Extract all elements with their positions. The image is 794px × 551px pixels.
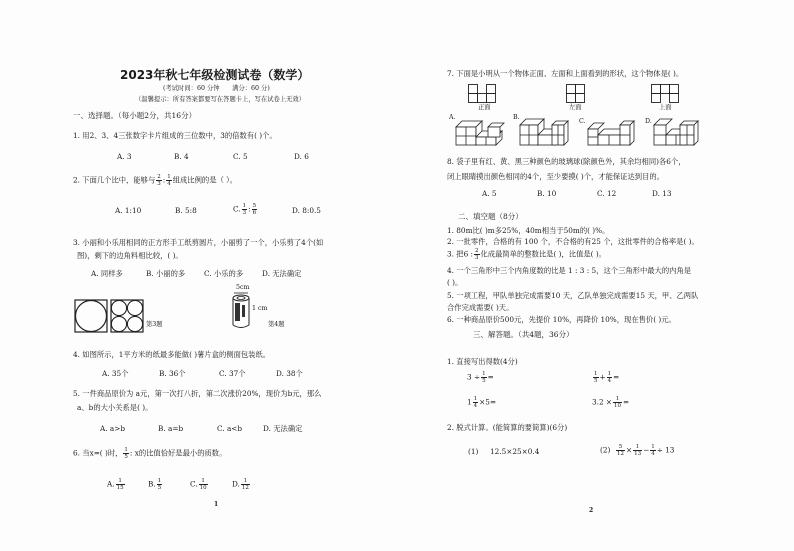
- q3-line2: 图)，剩下的边角料相比较，( )。: [77, 251, 183, 260]
- q5-option-d: D. 无法确定: [263, 424, 303, 433]
- fig4-side-label: 1 cm: [252, 305, 268, 312]
- q5-line1: 5. 一件商品原价为 a元，第一次打八折，第二次涨价20%，现价为b元，那么: [73, 389, 322, 398]
- q4-option-b: B. 36个: [159, 369, 186, 378]
- q1-option-d: D. 6: [294, 152, 309, 161]
- q5-option-a: A. a>b: [100, 424, 126, 433]
- q8-option-d: D. 13: [652, 189, 672, 198]
- fraction: $\frac{1}{4}$: [167, 174, 171, 187]
- fill-1: 1. 80m比( )m多25%，40m相当于50m的( )%。: [447, 226, 610, 235]
- q7-option-d-solid: [650, 113, 704, 147]
- exam-title: 2023年秋七年级检测试卷（数学）: [120, 68, 310, 82]
- calc-e4: 3.2 × $\frac{1}{10}$ =: [592, 396, 630, 409]
- q7-top-view: [651, 84, 681, 104]
- q7-option-b-solid: [516, 113, 572, 147]
- q2-text: 2. 下面几个比中，能够与 $\frac{2}{3}$ : $\frac{1}{4}$ 组成比例的是（ ）。: [73, 174, 238, 187]
- q3-line1: 3. 小丽和小乐用相同的正方形手工纸剪圆片，小丽剪了一个，小乐剪了4个(如: [73, 238, 324, 247]
- calc-e1: 3 ÷ $\frac{1}{5}$ =: [467, 371, 494, 384]
- q8-option-b: B. 10: [537, 189, 557, 198]
- q7-option-b-label: B.: [513, 114, 520, 121]
- calc-e3: 1 $\frac{1}{4}$ ×5=: [467, 396, 497, 409]
- q4-text: 4. 如图所示，1平方米的纸最多能做( )薯片盒的侧面包装纸。: [73, 350, 271, 359]
- section3-part2-title: 2. 脱式计算。(能简算的要简算)(6分): [447, 423, 568, 432]
- fig4-label: 第4题: [268, 321, 285, 328]
- q2-option-d: D. 8:0.5: [292, 206, 321, 215]
- q6-option-a: A. $\frac{1}{15}$: [107, 478, 124, 491]
- fill-2: 2. 一批零件，合格的有 100 个，不合格的有25 个，这批零件的合格率是( )。: [447, 237, 699, 246]
- section3-title: 三、解答题。（共4题，36分）: [473, 330, 574, 339]
- q3-option-c: C. 小乐的多: [204, 269, 244, 278]
- q7-front-view: [468, 84, 498, 104]
- fraction: $\frac{2}{3}$: [157, 174, 161, 187]
- q8-line2: 闭上眼睛摸出颜色相同的4个，至少要摸( )个，才能保证达到目的。: [447, 172, 664, 181]
- q4-option-a: A. 35个: [102, 369, 129, 378]
- q5-line2: a、b的大小关系是( )。: [77, 403, 153, 412]
- fraction: $\frac{1}{5}$: [124, 447, 128, 460]
- page-number-left: 1: [214, 501, 219, 508]
- q7-option-a-label: A.: [449, 114, 456, 121]
- q7-option-c-label: C.: [579, 118, 586, 125]
- page-number-right: 2: [589, 507, 594, 514]
- fig4-top-label: 5cm: [236, 284, 250, 291]
- q6-option-b: B. $\frac{1}{5}$: [148, 478, 162, 491]
- q2-option-b: B. 5:8: [175, 206, 197, 215]
- chip-can-figure: [228, 291, 254, 331]
- fig3-label: 第3题: [146, 321, 163, 328]
- q5-option-c: C. a<b: [217, 424, 243, 433]
- q3-option-b: B. 小丽的多: [146, 269, 186, 278]
- fill-6: 6. 一种商品原价500元，先提价 10%，再降价 10%，现在售价( )元。: [447, 315, 676, 324]
- fill-4: 4. 一个三角形中三个内角度数的比是 1 : 3 : 5，这个三角形中最大的内角是: [447, 266, 692, 275]
- fill-5: 5. 一项工程，甲队单独完成需要10 天，乙队单独完成需要15 天，甲、乙两队: [447, 291, 699, 300]
- section1-title: 一、选择题。（每小题2分，共16分）: [73, 111, 197, 120]
- q1-text: 1. 用2、3、4三张数字卡片组成的三位数中，3的倍数有( )个。: [73, 131, 277, 140]
- q8-option-a: A. 5: [482, 189, 497, 198]
- calc-c1-expr: 12.5×25×0.4: [490, 447, 540, 456]
- fill-3: 3. 把6 : $\frac{2}{3}$ 化成最简单的整数比是( )，比值是( )。: [447, 248, 606, 261]
- q1-option-b: B. 4: [174, 152, 189, 161]
- q3-figure-one-circle: [74, 299, 108, 333]
- q7-option-a-solid: [452, 113, 508, 147]
- section2-title: 二、填空题（8分）: [458, 212, 523, 221]
- q1-option-c: C. 5: [233, 152, 248, 161]
- q3-figure-four-circles: [110, 299, 144, 333]
- calc-e2: $\frac{1}{5}$ + $\frac{1}{4}$ =: [594, 371, 620, 384]
- exam-time: (考试时间：60 分钟 满分：60 分): [163, 85, 270, 92]
- calc-c2: (2) $\frac{5}{12}$ × $\frac{1}{13}$ − $\frac{1}{4}$ ÷ 13: [600, 444, 675, 457]
- q3-option-d: D. 无法确定: [262, 269, 302, 278]
- q6-option-c: C. $\frac{1}{10}$: [190, 478, 207, 491]
- fill-5b: 合作完成需要( )天。: [447, 303, 514, 312]
- q1-option-a: A. 3: [117, 152, 132, 161]
- q7-left-label: 左面: [569, 104, 582, 111]
- q7-text: 7. 下面是小明从一个物体正面、左面和上面看到的形状，这个物体是( )。: [447, 69, 684, 78]
- q7-option-c-solid: [584, 115, 638, 147]
- q6-option-d: D. $\frac{1}{12}$: [232, 478, 249, 491]
- section3-part1-title: 1. 直接写出得数(4分): [447, 357, 518, 366]
- calc-c1-label: (1): [468, 447, 479, 456]
- q2-option-a: A. 1:10: [115, 206, 142, 215]
- q7-front-label: 正面: [478, 104, 491, 111]
- q4-option-c: C. 37个: [219, 369, 246, 378]
- q8-line1: 8. 袋子里有红、黄、黑三种颜色的玻璃球(除颜色外，其余均相同)各6个，: [447, 157, 686, 166]
- q3-option-a: A. 同样多: [91, 269, 123, 278]
- q4-option-d: D. 38个: [276, 369, 303, 378]
- exam-reminder: （温馨提示：所有答案都要写在答题卡上，写在试卷上无效）: [135, 96, 306, 103]
- q6-text: 6. 当x=( )时， $\frac{1}{5}$ : x的比值恰好是最小的质数。: [73, 447, 227, 460]
- q7-top-label: 上面: [659, 104, 672, 111]
- q7-option-d-label: D.: [645, 118, 652, 125]
- q8-option-c: C. 12: [597, 189, 617, 198]
- q7-left-view: [566, 84, 588, 104]
- fill-4b: ( )。: [447, 278, 463, 287]
- q2-option-c: C. $\frac{1}{3}$ : $\frac{5}{6}$: [233, 203, 257, 216]
- q5-option-b: B. a=b: [158, 424, 184, 433]
